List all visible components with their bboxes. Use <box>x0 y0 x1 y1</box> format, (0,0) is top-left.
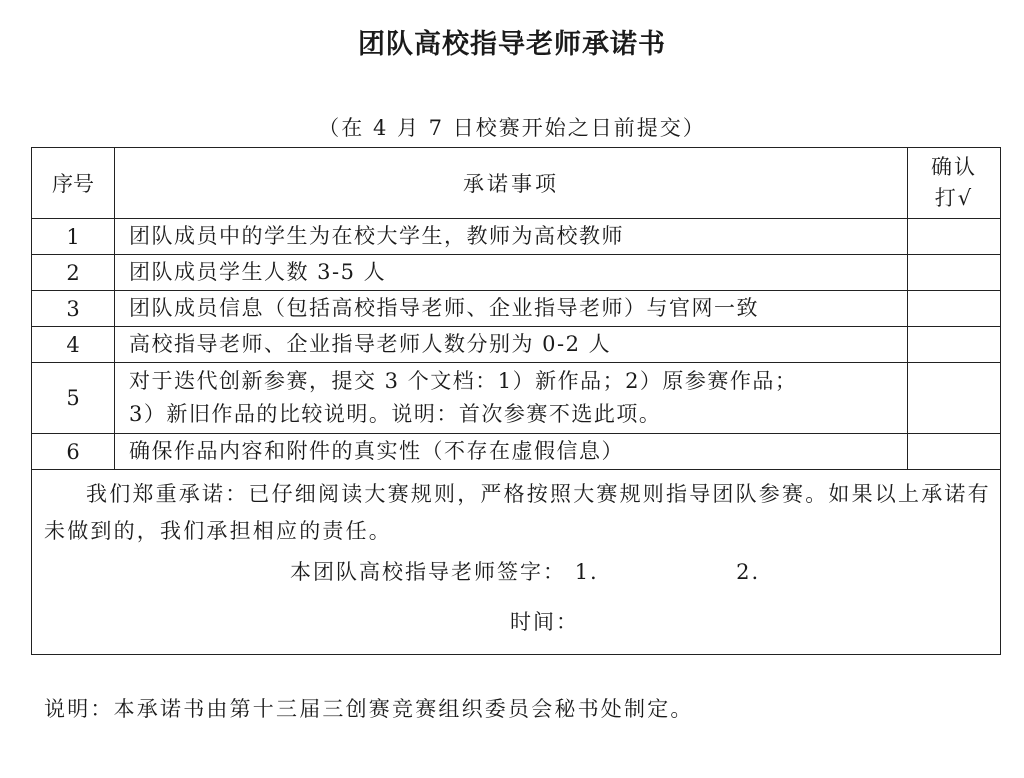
row-number: 1 <box>32 219 115 255</box>
row-number: 4 <box>32 327 115 363</box>
confirm-cell[interactable] <box>908 291 1001 327</box>
header-confirm <box>908 148 1001 219</box>
header-confirm-line1: 确认 <box>931 155 977 179</box>
table-row <box>32 291 1001 327</box>
row-item-line1: 对于迭代创新参赛，提交 3 个文档：1）新作品；2）原参赛作品； <box>129 369 798 393</box>
document-title: 团队高校指导老师承诺书 <box>358 29 666 60</box>
confirm-cell[interactable] <box>908 327 1001 363</box>
table-row <box>32 434 1001 470</box>
row-item: 团队成员学生人数 3-5 人 <box>115 255 908 291</box>
row-item: 高校指导老师、企业指导老师人数分别为 0-2 人 <box>115 327 908 363</box>
table-row <box>32 255 1001 291</box>
row-number: 5 <box>32 363 115 434</box>
row-number: 6 <box>32 434 115 470</box>
row-item <box>115 363 908 434</box>
row-number: 2 <box>32 255 115 291</box>
row-number: 3 <box>32 291 115 327</box>
table-row <box>32 327 1001 363</box>
signature-slot-2[interactable]: 2. <box>736 560 761 584</box>
table-row <box>32 363 1001 434</box>
row-item: 团队成员信息（包括高校指导老师、企业指导老师）与官网一致 <box>115 291 908 327</box>
header-number: 序号 <box>32 148 115 219</box>
row-item: 确保作品内容和附件的真实性（不存在虚假信息） <box>115 434 908 470</box>
row-item: 团队成员中的学生为在校大学生，教师为高校教师 <box>115 219 908 255</box>
commitment-cell <box>32 470 1001 655</box>
commitment-box <box>32 470 1000 654</box>
signature-label: 本团队高校指导老师签字： <box>290 560 566 584</box>
table-header-row <box>32 148 1001 219</box>
confirm-cell[interactable] <box>908 363 1001 434</box>
pledge-table <box>31 147 1001 655</box>
table-row <box>32 219 1001 255</box>
footnote: 说明：本承诺书由第十三届三创赛竞赛组织委员会秘书处制定。 <box>44 697 694 721</box>
signature-slot-1[interactable]: 1. <box>574 560 599 584</box>
signature-line <box>290 556 760 586</box>
confirm-cell[interactable] <box>908 255 1001 291</box>
commitment-statement: 我们郑重承诺：已仔细阅读大赛规则，严格按照大赛规则指导团队参赛。如果以上承诺有未做到的，我们承担相应的责任。 <box>44 482 991 543</box>
confirm-cell[interactable] <box>908 434 1001 470</box>
header-confirm-line2: 打√ <box>934 186 974 210</box>
row-item-line2: 3）新旧作品的比较说明。说明：首次参赛不选此项。 <box>129 402 662 426</box>
confirm-cell[interactable] <box>908 219 1001 255</box>
submission-note: （在 4 月 7 日校赛开始之日前提交） <box>318 116 706 140</box>
time-field[interactable]: 时间： <box>510 610 579 634</box>
header-item: 承诺事项 <box>115 148 908 219</box>
commitment-row <box>32 470 1001 655</box>
